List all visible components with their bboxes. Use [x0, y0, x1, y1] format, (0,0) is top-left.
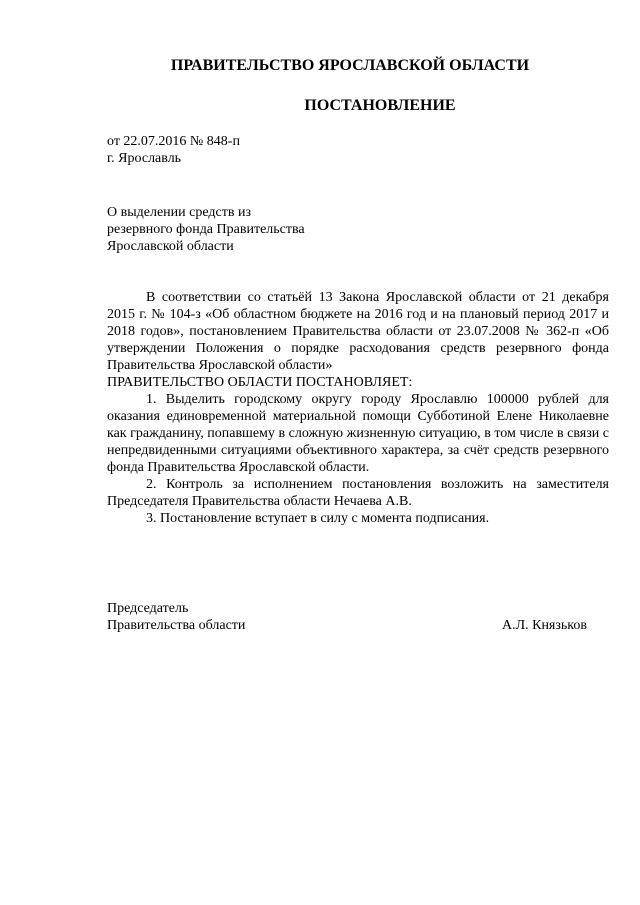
document-meta: [107, 133, 240, 167]
signatory-title-line-2: Правительства области: [107, 618, 246, 633]
city: г. Ярославль: [107, 151, 182, 166]
document-subject: [107, 204, 305, 255]
item-2-paragraph: 2. Контроль за исполнением постановления возложить на заместителя Председателя Правительства области Нечаева А.В.: [107, 477, 609, 509]
subject-line-1: О выделении средств из: [107, 205, 251, 220]
item-3-paragraph: 3. Постановление вступает в силу с момента подписания.: [146, 511, 490, 526]
government-title: ПРАВИТЕЛЬСТВО ЯРОСЛАВСКОЙ ОБЛАСТИ: [170, 57, 530, 74]
item-1-paragraph: 1. Выделить городскому округу городу Ярославлю 100000 рублей для оказания единовременной материальной помощи Субботиной Елене Николаевне как гражданину, попавшему в сложную жизненную ситуацию, в том числе в связи с непредвиденными ситуациями объективного характера, за счёт средств резервного фонда Правительства Ярославской области.: [107, 392, 609, 475]
signature-row: [107, 617, 587, 634]
signature-block: [107, 600, 587, 634]
signatory-name: А.Л. Князьков: [502, 618, 587, 633]
resolves-line: ПРАВИТЕЛЬСТВО ОБЛАСТИ ПОСТАНОВЛЯЕТ:: [107, 375, 413, 390]
signatory-title-line-1: Председатель: [107, 601, 189, 616]
date-number: от 22.07.2016 № 848-п: [107, 134, 240, 149]
subject-line-2: резервного фонда Правительства: [107, 222, 305, 237]
subject-line-3: Ярославской области: [107, 239, 234, 254]
document-body: [107, 289, 609, 527]
preamble-paragraph: В соответствии со статьёй 13 Закона Ярославской области от 21 декабря 2015 г. № 104-з «Об областном бюджете на 2016 год и на плановый период 2017 и 2018 годов», постановлением Правительства области от 23.07.2008 № 362-п «Об утверждении Положения о порядке расходования средств резервного фонда Правительства Ярославской области»: [107, 290, 609, 373]
document-type-heading: ПОСТАНОВЛЕНИЕ: [304, 97, 456, 114]
